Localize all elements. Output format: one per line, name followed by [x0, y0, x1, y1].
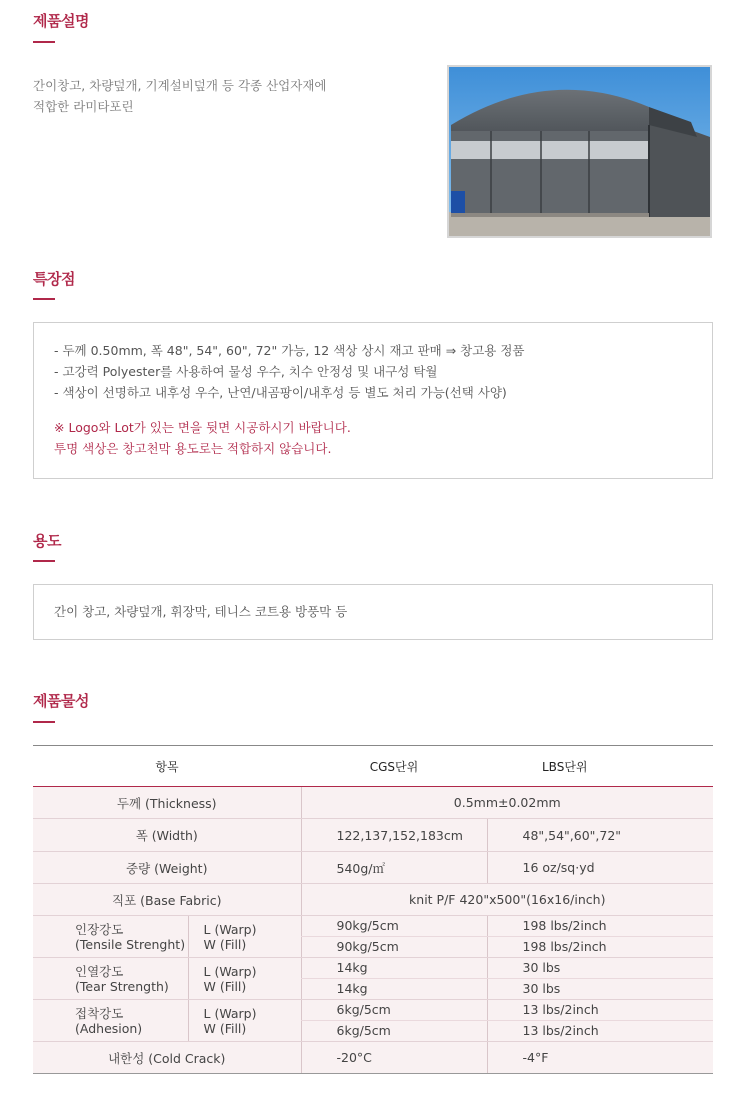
direction-label [188, 958, 301, 1000]
row-value: 0.5mm±0.02mm [301, 787, 713, 819]
intro-line: 간이창고, 차량덮개, 기계설비덮개 등 각종 산업자재에 [33, 78, 327, 93]
row-label-en: (Adhesion) [75, 1020, 143, 1036]
section-title-features: 특장점 [33, 270, 75, 288]
warp-label: L (Warp) [203, 921, 257, 937]
table-row [33, 1000, 713, 1021]
cgs-value: 90kg/5cm [301, 937, 487, 958]
row-label-en: (Tensile Strenght) [75, 936, 186, 952]
row-label-ko: 인장강도 [75, 921, 124, 937]
cgs-value: 14kg [301, 958, 487, 979]
section-title-underline [33, 560, 55, 562]
features-box [33, 322, 713, 479]
properties-table [33, 745, 713, 1074]
feature-item: - 색상이 선명하고 내후성 우수, 난연/내곰팡이/내후성 등 별도 처리 가능(선택 사양) [54, 385, 507, 400]
row-label: 폭 (Width) [33, 819, 301, 852]
row-label: 중량 (Weight) [33, 852, 301, 884]
section-title-product-description: 제품설명 [33, 12, 89, 30]
section-title-underline [33, 721, 55, 723]
warning-note: ※ Logo와 Lot가 있는 면을 뒷면 시공하시기 바랍니다. [54, 420, 351, 435]
features-list [54, 340, 692, 403]
lbs-value: 30 lbs [487, 979, 713, 1000]
row-label-en: (Tear Strength) [75, 978, 169, 994]
warp-label: L (Warp) [203, 963, 257, 979]
table-row [33, 1042, 713, 1074]
row-value: knit P/F 420"x500"(16x16/inch) [301, 884, 713, 916]
lbs-value: 13 lbs/2inch [487, 1000, 713, 1021]
usage-box [33, 584, 713, 640]
header-lbs: LBS단위 [487, 746, 713, 787]
direction-label [188, 1000, 301, 1042]
feature-item: - 두께 0.50mm, 폭 48", 54", 60", 72" 가능, 12 색상 상시 재고 판매 ⇒ 창고용 정품 [54, 343, 525, 358]
row-label: 내한성 (Cold Crack) [33, 1042, 301, 1074]
fill-label: W (Fill) [203, 978, 247, 994]
table-row [33, 852, 713, 884]
row-label [33, 1000, 188, 1042]
lbs-value: -4°F [487, 1042, 713, 1074]
table-row [33, 884, 713, 916]
cgs-value: 122,137,152,183cm [301, 819, 487, 852]
product-photo-warehouse-tent [447, 65, 712, 238]
lbs-value: 30 lbs [487, 958, 713, 979]
cgs-value: 6kg/5cm [301, 1021, 487, 1042]
cgs-value: 14kg [301, 979, 487, 1000]
section-title-underline [33, 41, 55, 43]
table-row [33, 819, 713, 852]
section-title-underline [33, 298, 55, 300]
section-title-usage: 용도 [33, 532, 61, 550]
row-label [33, 958, 188, 1000]
table-row [33, 958, 713, 979]
warp-label: L (Warp) [203, 1005, 257, 1021]
section-title-properties: 제품물성 [33, 692, 89, 710]
cgs-value: -20°C [301, 1042, 487, 1074]
fill-label: W (Fill) [203, 936, 247, 952]
warehouse-tent-illustration [449, 67, 710, 236]
feature-item: - 고강력 Polyester를 사용하여 물성 우수, 치수 안정성 및 내구성 탁월 [54, 364, 438, 379]
lbs-value: 48",54",60",72" [487, 819, 713, 852]
row-label [33, 916, 188, 958]
fill-label: W (Fill) [203, 1020, 247, 1036]
cgs-value: 90kg/5cm [301, 916, 487, 937]
row-label: 두께 (Thickness) [33, 787, 301, 819]
usage-text: 간이 창고, 차량덮개, 휘장막, 테니스 코트용 방풍막 등 [54, 604, 348, 619]
row-label-ko: 접착강도 [75, 1005, 124, 1021]
header-item: 항목 [33, 746, 301, 787]
row-label: 직포 (Base Fabric) [33, 884, 301, 916]
cgs-value: 6kg/5cm [301, 1000, 487, 1021]
table-row [33, 787, 713, 819]
table-row [33, 916, 713, 937]
intro-line: 적합한 라미타포린 [33, 99, 134, 114]
direction-label [188, 916, 301, 958]
table-header-row [33, 746, 713, 787]
header-cgs: CGS단위 [301, 746, 487, 787]
lbs-value: 13 lbs/2inch [487, 1021, 713, 1042]
lbs-value: 198 lbs/2inch [487, 916, 713, 937]
cgs-value: 540g/㎡ [301, 852, 487, 884]
warning-note: 투명 색상은 창고천막 용도로는 적합하지 않습니다. [54, 441, 332, 456]
lbs-value: 198 lbs/2inch [487, 937, 713, 958]
lbs-value: 16 oz/sq·yd [487, 852, 713, 884]
intro-text [33, 75, 326, 117]
row-label-ko: 인열강도 [75, 963, 124, 979]
